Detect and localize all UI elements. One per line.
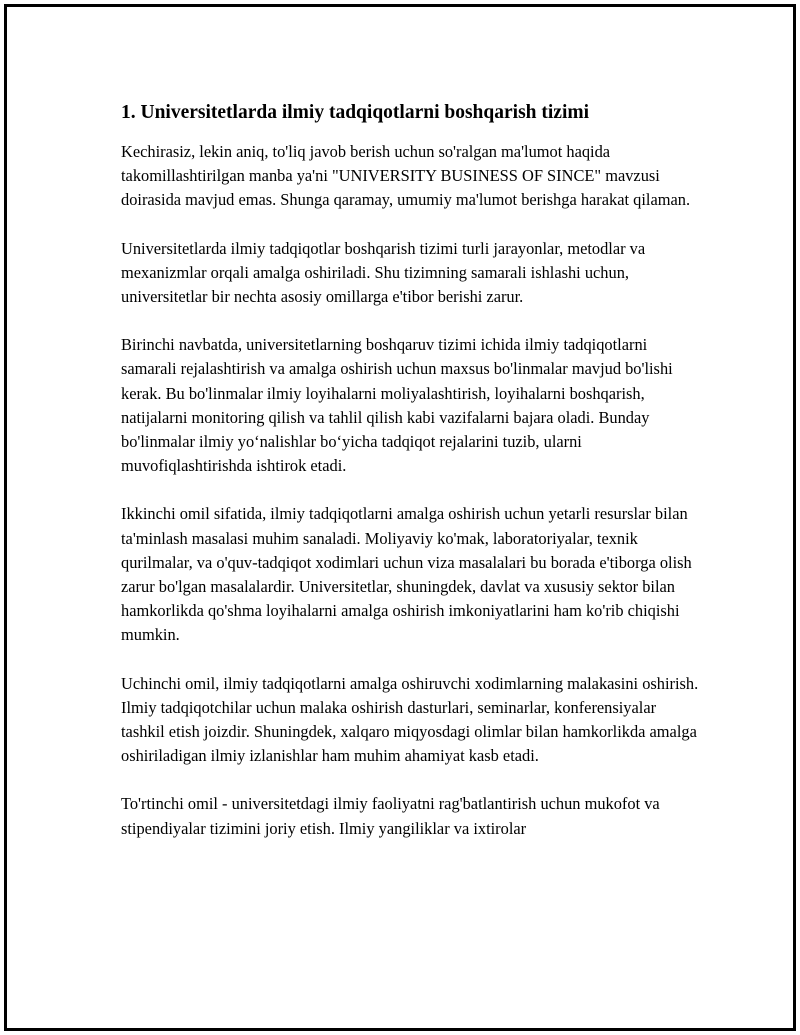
document-title: 1. Universitetlarda ilmiy tadqiqotlarni boshqarish tizimi [121, 102, 590, 123]
page-frame [4, 4, 796, 1031]
paragraph-fourth-factor: To'rtinchi omil - universitetdagi ilmiy faoliyatni rag'batlantirish uchun mukofot va stipendiyalar tizimini joriy etish. Ilmiy yangiliklar va ixtirolar [121, 794, 660, 838]
paragraph-overview: Universitetlarda ilmiy tadqiqotlar boshqarish tizimi turli jarayonlar, metodlar va mexanizmlar orqali amalga oshiriladi. Shu tizimning samarali ishlashi uchun, universitetlar bir nechta asosiy omillarga e'tibor berishi zarur. [121, 238, 646, 307]
document-body [121, 100, 701, 865]
paragraph-first-factor: Birinchi navbatda, universitetlarning boshqaruv tizimi ichida ilmiy tadqiqotlarni samarali rejalashtirish va amalga oshirish uchun maxsus bo'linmalar mavjud bo'lishi kerak. Bu bo'linmalar ilmiy loyihalarni moliyalashtirish, loyihalarni boshqarish, natijalarni monitoring qilish va tahlil qilish kabi vazifalarni bajara oladi. Bunday bo'linmalar ilmiy yo‘nalishlar bo‘yicha tadqiqot rejalarini tuzib, ularni muvofiqlashtirishda ishtirok etadi. [121, 335, 673, 476]
paragraph-second-factor: Ikkinchi omil sifatida, ilmiy tadqiqotlarni amalga oshirish uchun yetarli resurslar bilan ta'minlash masalasi muhim sanaladi. Moliyaviy ko'mak, laboratoriyalar, texnik qurilmalar, va o'quv-tadqiqot xodimlari uchun viza masalalari bu borada e'tiborga olish zarur bo'lgan masalalardir. Universitetlar, shuningdek, davlat va xususiy sektor bilan hamkorlikda qo'shma loyihalarni amalga oshirish imkoniyatlarini ham ko'rib chiqishi mumkin. [121, 504, 692, 645]
paragraph-third-factor: Uchinchi omil, ilmiy tadqiqotlarni amalga oshiruvchi xodimlarning malakasini oshirish. Ilmiy tadqiqotchilar uchun malaka oshirish dasturlari, seminarlar, konferensiyalar tashkil etish joizdir. Shuningdek, xalqaro miqyosdagi olimlar bilan hamkorlikda amalga oshiriladigan ilmiy izlanishlar ham muhim ahamiyat kasb etadi. [121, 673, 699, 766]
paragraph-apology: Kechirasiz, lekin aniq, to'liq javob berish uchun so'ralgan ma'lumot haqida takomillashtirilgan manba ya'ni "UNIVERSITY BUSINESS OF SINCE" mavzusi doirasida mavjud emas. Shunga qaramay, umumiy ma'lumot berishga harakat qilaman. [121, 142, 691, 210]
